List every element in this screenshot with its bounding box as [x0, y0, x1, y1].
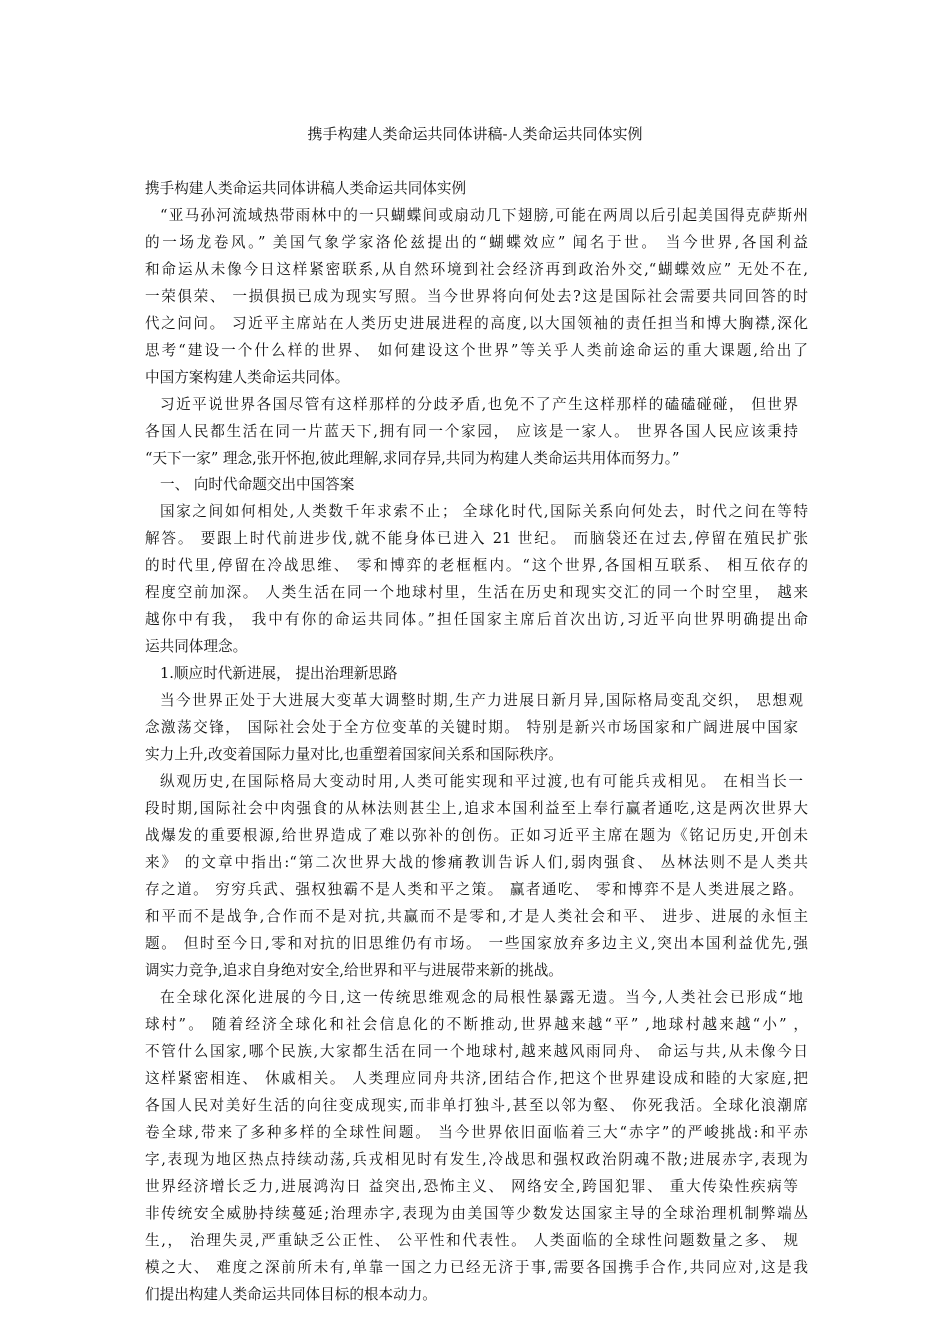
body-line: 念激荡交锋， 国际社会处于全方位变革的关键时期。 特别是新兴市场国家和广阔进展中国家 — [145, 719, 798, 736]
body-line: “亚马孙河流域热带雨林中的一只蝴蝶间或扇动几下翅膀,可能在两周以后引起美国得克萨斯州 — [160, 207, 808, 224]
body-line: 卷全球,带来了多种多样的全球性间题。 当今世界依旧面临着三大“赤字”的严峻挑战:和平赤 — [145, 1124, 808, 1141]
body-line: 各国人民对美好生活的向往变成现实,而非单打独斗,甚至以邻为壑、 你死我活。全球化浪潮席 — [145, 1097, 808, 1114]
body-line: 在全球化深化进展的今日,这一传统思维观念的局根性暴露无遗。当今,人类社会已形成“地 — [160, 989, 803, 1006]
body-line: 调实力竞争,追求自身绝对安全,给世界和平与进展带来新的挑战。 — [145, 962, 563, 979]
body-line: 一荣俱荣、 一损俱损已成为现实写照。当今世界将向何处去?这是国际社会需要共同回答的时 — [145, 288, 808, 305]
body-line: 实力上升,改变着国际力量对比,也重塑着国家间关系和国际秩序。 — [145, 746, 563, 763]
body-line: 运共同体理念。 — [145, 638, 248, 655]
body-line: 来》 的文章中指出:“第二次世界大战的惨痛教训告诉人们,弱肉强食、 丛林法则不是人类共 — [145, 854, 808, 871]
body-line: 各国人民都生活在同一片蓝天下,拥有同一个家园， 应该是一家人。 世界各国人民应该秉持 — [145, 423, 798, 440]
body-line: 纵观历史,在国际格局大变动时用,人类可能实现和平过渡,也有可能兵戎相见。 在相当长一 — [160, 773, 803, 790]
body-line: 国家之间如何相处,人类数千年求索不止； 全球化时代,国际关系向何处去，时代之问在等特 — [160, 503, 808, 520]
body-line: 解答。 要跟上时代前进步伐,就不能身体已进入 21 世纪。 而脑袋还在过去,停留在殖民扩张 — [145, 530, 808, 547]
subsection-heading: 1.顺应时代新进展， 提出治理新思路 — [160, 665, 398, 682]
body-line: 球村”。 随着经济全球化和社会信息化的不断推动,世界越来越“平” ,地球村越来越“小” ， — [145, 1016, 808, 1033]
body-line: 世界经济增长乏力,进展鸿沟日 益突出,恐怖主义、 网络安全,跨国犯罪、 重大传染性疾病等 — [145, 1178, 798, 1195]
body-line: 和命运从未像今日这样紧密联系,从自然环境到社会经济再到政治外交,“蝴蝶效应” 无处不在, — [145, 261, 808, 278]
body-line: “天下一家” 理念,张开怀抱,彼此理解,求同存异,共同为构建人类命运共用体而努力。” — [145, 450, 680, 467]
section-heading: 携手构建人类命运共同体讲稿人类命运共同体实例 — [145, 180, 467, 197]
body-line: 的一场龙卷风。” 美国气象学家洛伦兹提出的“蝴蝶效应” 闻名于世。 当今世界,各国利益 — [145, 234, 808, 251]
body-line: 越你中有我， 我中有你的命运共同体。”担任国家主席后首次出访,习近平向世界明确提出命 — [145, 611, 808, 628]
document-title: 携手构建人类命运共同体讲稿-人类命运共同体实例 — [307, 125, 643, 143]
body-line: 习近平说世界各国尽管有这样那样的分歧矛盾,也免不了产生这样那样的磕磕碰碰， 但世界 — [160, 396, 798, 413]
body-line: 代之问问。 习近平主席站在人类历史进展进程的高度,以大国领袖的责任担当和博大胸襟,深化 — [145, 315, 808, 332]
body-line: 字,表现为地区热点持续动荡,兵戎相见时有发生,冷战思和强权政治阴魂不散;进展赤字,表现为 — [145, 1151, 808, 1168]
body-line: 生,， 治理失灵,严重缺乏公正性、 公平性和代表性。 人类面临的全球性问题数量之多、 规 — [145, 1232, 798, 1249]
body-line: 非传统安全威胁持续蔓延;治理赤字,表现为由美国等少数发达国家主导的全球治理机制弊端丛 — [145, 1205, 808, 1222]
body-line: 程度空前加深。 人类生活在同一个地球村里，生活在历史和现实交汇的同一个时空里， 越来 — [145, 584, 808, 601]
body-line: 和平而不是战争,合作而不是对抗,共赢而不是零和,才是人类社会和平、 进步、进展的永恒主 — [145, 908, 808, 925]
body-line: 段时期,国际社会中肉强食的从林法则甚尘上,追求本国利益至上奉行赢者通吃,这是两次世界大 — [145, 800, 808, 817]
body-line: 战爆发的重要根源,给世界造成了难以弥补的创伤。正如习近平主席在题为《铭记历史,开创未 — [145, 827, 808, 844]
body-line: 当今世界正处于大进展大变革大调整时期,生产力进展日新月异,国际格局变乱交织， 思想观 — [160, 692, 803, 709]
section-heading: 一、 向时代命题交出中国答案 — [160, 476, 355, 493]
body-line: 不管什么国家,哪个民族,大家都生活在同一个地球村,越来越风雨同舟、 命运与共,从未像今日 — [145, 1043, 808, 1060]
body-line: 思考“建设一个什么样的世界、 如何建设这个世界”等关乎人类前途命运的重大课题,给出了 — [145, 342, 808, 359]
body-line: 的时代里,停留在冷战思维、 零和博弈的老框框内。“这个世界,各国相互联系、 相互依存的 — [145, 557, 808, 574]
body-line: 存之道。 穷穷兵武、强权独霸不是人类和平之策。 赢者通吃、 零和博弈不是人类进展之路。 — [145, 881, 803, 898]
body-line: 们提出构建人类命运共同体目标的根本动力。 — [145, 1286, 437, 1303]
body-line: 题。 但时至今日,零和对抗的旧思维仍有市场。 一些国家放弃多边主义,突出本国利益优先,强 — [145, 935, 808, 952]
body-line: 这样紧密相连、 休戚相关。 人类理应同舟共济,团结合作,把这个世界建设成和睦的大家庭,把 — [145, 1070, 808, 1087]
body-line: 模之大、 难度之深前所未有,单靠一国之力已经无济于事,需要各国携手合作,共同应对,这是我 — [145, 1259, 808, 1276]
body-line: 中国方案构建人类命运共同体。 — [145, 369, 350, 386]
